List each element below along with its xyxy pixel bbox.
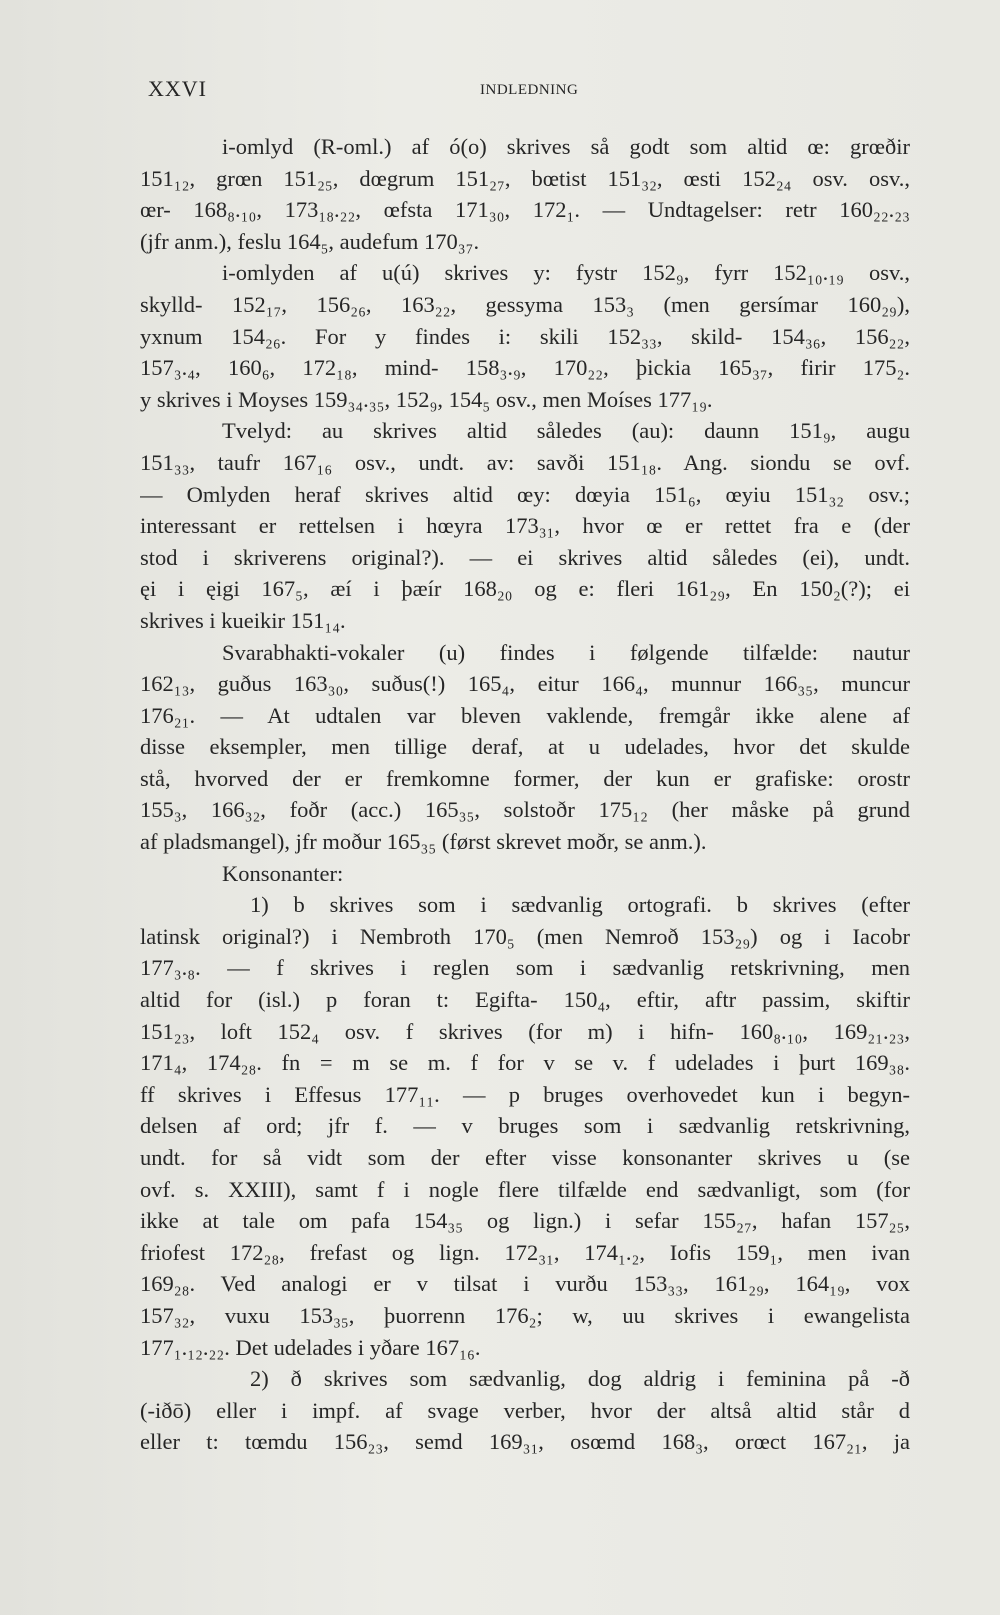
text-line: yxnum 154₂₆. For y findes i: skili 152₃₃, skild- 154₃₆, 156₂₂, bbox=[140, 323, 910, 349]
text-line: 162₁₃, guðus 163₃₀, suðus(!) 165₄, eitur 166₄, munnur 166₃₅, muncur bbox=[140, 671, 910, 697]
text-line: stod i skriverens original?). — ei skrives altid således (ei), undt. bbox=[140, 544, 910, 570]
text-line: af pladsmangel), jfr moður 165₃₅ (først skrevet moðr, se anm.). bbox=[140, 829, 707, 855]
page-header bbox=[148, 76, 908, 112]
text-line: 1) b skrives som i sædvanlig ortografi. b skrives (efter bbox=[250, 892, 910, 918]
text-line: 157₃₂, vuxu 153₃₅, þuorrenn 176₂; w, uu skrives i ewangelista bbox=[140, 1302, 910, 1328]
text-line: 151₁₂, grœn 151₂₅, dœgrum 151₂₇, bœtist 151₃₂, œsti 152₂₄ osv. osv., bbox=[140, 165, 910, 191]
text-line: 151₃₃, taufr 167₁₆ osv., undt. av: savði 151₁₈. Ang. siondu se ovf. bbox=[140, 449, 910, 475]
text-line: 177₃.₈. — f skrives i reglen som i sædvanlig retskrivning, men bbox=[140, 955, 910, 981]
text-line: altid for (isl.) p foran t: Egifta- 150₄, eftir, aftr passim, skiftir bbox=[140, 987, 910, 1013]
text-line: 169₂₈. Ved analogi er v tilsat i vurðu 153₃₃, 161₂₉, 164₁₉, vox bbox=[140, 1271, 910, 1297]
text-line: 155₃, 166₃₂, foðr (acc.) 165₃₅, solstoðr 175₁₂ (her måske på grund bbox=[140, 797, 910, 823]
text-line: Tvelyd: au skrives altid således (au): daunn 151₉, augu bbox=[222, 418, 910, 444]
text-line: Konsonanter: bbox=[222, 860, 344, 886]
text-line: skylld- 152₁₇, 156₂₆, 163₂₂, gessyma 153₃ (men gersímar 160₂₉), bbox=[140, 291, 910, 317]
text-line: latinsk original?) i Nembroth 170₅ (men Nemroð 153₂₉) og i Iacobr bbox=[140, 923, 910, 949]
text-line: ovf. s. XXIII), samt f i nogle flere tilfælde end sædvanligt, som (for bbox=[140, 1176, 910, 1202]
text-line: — Omlyden heraf skrives altid œy: dœyia 151₆, œyiu 151₃₂ osv.; bbox=[140, 481, 910, 507]
page-number: XXVI bbox=[148, 76, 207, 101]
text-line: 157₃.₄, 160₆, 172₁₈, mind- 158₃.₉, 170₂₂, þickia 165₃₇, firir 175₂. bbox=[140, 355, 910, 381]
text-line: delsen af ord; jfr f. — v bruges som i sædvanlig retskrivning, bbox=[140, 1113, 910, 1139]
text-line: 171₄, 174₂₈. fn = m se m. f for v se v. f udelades i þurt 169₃₈. bbox=[140, 1050, 910, 1076]
running-head: INDLEDNING bbox=[480, 82, 579, 98]
text-line: 2) ð skrives som sædvanlig, dog aldrig i feminina på -ð bbox=[250, 1366, 910, 1392]
text-line: undt. for så vidt som der efter visse konsonanter skrives u (se bbox=[140, 1145, 910, 1170]
text-line: 176₂₁. — At udtalen var bleven vaklende, fremgår ikke alene af bbox=[140, 702, 910, 728]
text-line: ęi i ęigi 167₅, æí i þæír 168₂₀ og e: fleri 161₂₉, En 150₂(?); ei bbox=[140, 576, 910, 602]
text-line: y skrives i Moyses 159₃₄.₃₅, 152₉, 154₅ osv., men Moíses 177₁₉. bbox=[140, 386, 713, 412]
text-line: 177₁.₁₂.₂₂. Det udelades i yðare 167₁₆. bbox=[140, 1334, 481, 1360]
text-line: ikke at tale om pafa 154₃₅ og lign.) i sefar 155₂₇, hafan 157₂₅, bbox=[140, 1208, 910, 1234]
text-line: interessant er rettelsen i hœyra 173₃₁, hvor œ er rettet fra e (der bbox=[140, 513, 910, 539]
text-line: (-iðō) eller i impf. af svage verber, hvor der altså altid står d bbox=[140, 1397, 910, 1423]
text-line: eller t: tœmdu 156₂₃, semd 169₃₁, osœmd 168₃, orœct 167₂₁, ja bbox=[140, 1429, 910, 1455]
text-line: Svarabhakti-vokaler (u) findes i følgende tilfælde: nautur bbox=[222, 639, 910, 665]
text-line: (jfr anm.), feslu 164₅, audefum 170₃₇. bbox=[140, 228, 480, 254]
text-line: friofest 172₂₈, frefast og lign. 172₃₁, 174₁.₂, Iofis 159₁, men ivan bbox=[140, 1239, 910, 1265]
text-line: 151₂₃, loft 152₄ osv. f skrives (for m) i hifn- 160₈.₁₀, 169₂₁.₂₃, bbox=[140, 1018, 910, 1044]
text-line: œr- 168₈.₁₀, 173₁₈.₂₂, œfsta 171₃₀, 172₁. — Undtagelser: retr 160₂₂.₂₃ bbox=[140, 197, 910, 223]
text-line: i-omlyd (R-oml.) af ó(o) skrives så godt som altid œ: grœðir bbox=[222, 134, 910, 159]
text-line: disse eksempler, men tillige deraf, at u udelades, hvor det skulde bbox=[140, 734, 910, 760]
text-line: stå, hvorved der er fremkomne former, der kun er grafiske: orostr bbox=[140, 765, 910, 791]
text-line: skrives i kueikir 151₁₄. bbox=[140, 607, 346, 633]
text-line: i-omlyden af u(ú) skrives y: fystr 152₉, fyrr 152₁₀.₁₉ osv., bbox=[222, 260, 910, 286]
body-text bbox=[140, 131, 910, 1458]
text-line: ff skrives i Effesus 177₁₁. — p bruges overhovedet kun i begyn- bbox=[140, 1081, 910, 1107]
